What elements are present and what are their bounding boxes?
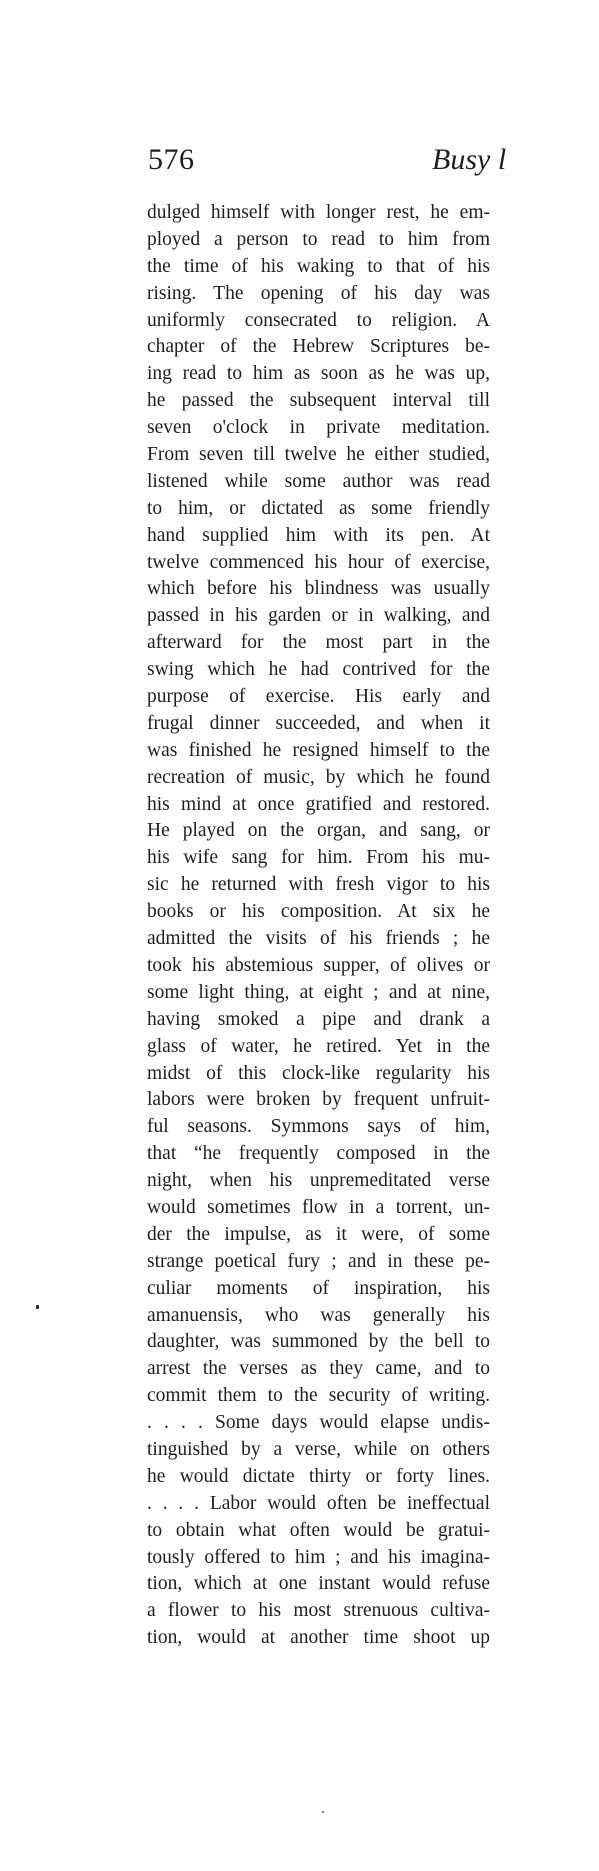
text-line: some light thing, at eight ; and at nine,	[147, 981, 490, 1003]
text-line: frugal dinner succeeded, and when it	[147, 712, 490, 734]
text-line: commit them to the security of writing.	[147, 1385, 490, 1407]
text-line: rising. The opening of his day was	[147, 282, 490, 304]
text-line: would sometimes flow in a torrent, un-	[147, 1196, 490, 1218]
margin-speck	[36, 1305, 39, 1309]
text-line: ful seasons. Symmons says of him,	[147, 1116, 490, 1138]
text-line: He played on the organ, and sang, or	[147, 820, 490, 842]
running-head: Busy l	[432, 143, 507, 176]
text-line: ployed a person to read to him from	[147, 228, 490, 250]
text-line: strange poetical fury ; and in these pe-	[147, 1250, 490, 1272]
text-line: purpose of exercise. His early and	[147, 686, 490, 708]
text-line: der the impulse, as it were, of some	[147, 1223, 490, 1245]
text-line: arrest the verses as they came, and to	[147, 1358, 490, 1380]
text-line: recreation of music, by which he found	[147, 766, 490, 788]
text-line: uniformly consecrated to religion. A	[147, 309, 490, 331]
text-line: . . . . Some days would elapse undis-	[147, 1412, 490, 1434]
text-line: swing which he had contrived for the	[147, 659, 490, 681]
text-line: chapter of the Hebrew Scriptures be-	[147, 336, 490, 358]
text-line: to obtain what often would be gratui-	[147, 1519, 490, 1541]
text-line: hand supplied him with its pen. At	[147, 524, 490, 546]
text-line: a flower to his most strenuous cultiva-	[147, 1600, 490, 1622]
text-line: night, when his unpremeditated verse	[147, 1170, 490, 1192]
text-line: books or his composition. At six he	[147, 901, 490, 923]
text-line: his wife sang for him. From his mu-	[147, 847, 490, 869]
text-line: his mind at once gratified and restored.	[147, 793, 490, 815]
text-line: tion, would at another time shoot up	[147, 1627, 490, 1649]
text-line: he would dictate thirty or forty lines.	[147, 1465, 490, 1487]
text-line: passed in his garden or in walking, and	[147, 605, 490, 627]
text-line: tinguished by a verse, while on others	[147, 1438, 490, 1460]
text-line: . . . . Labor would often be ineffectual	[147, 1492, 490, 1514]
text-line: amanuensis, who was generally his	[147, 1304, 490, 1326]
text-line: midst of this clock-like regularity his	[147, 1062, 490, 1084]
text-line: glass of water, he retired. Yet in the	[147, 1035, 490, 1057]
text-line: to him, or dictated as some friendly	[147, 497, 490, 519]
text-line: ing read to him as soon as he was up,	[147, 363, 490, 385]
text-line: he passed the subsequent interval till	[147, 390, 490, 412]
text-line: took his abstemious supper, of olives or	[147, 954, 490, 976]
text-line: listened while some author was read	[147, 470, 490, 492]
text-line: was finished he resigned himself to the	[147, 739, 490, 761]
text-line: admitted the visits of his friends ; he	[147, 928, 490, 950]
bottom-speck	[322, 1811, 324, 1813]
text-line: twelve commenced his hour of exercise,	[147, 551, 490, 573]
text-line: From seven till twelve he either studied,	[147, 444, 490, 466]
text-line: culiar moments of inspiration, his	[147, 1277, 490, 1299]
text-line: dulged himself with longer rest, he em-	[147, 202, 490, 223]
text-line: afterward for the most part in the	[147, 632, 490, 654]
text-line: having smoked a pipe and drank a	[147, 1008, 490, 1030]
text-line: daughter, was summoned by the bell to	[147, 1331, 490, 1353]
text-line: tion, which at one instant would refuse	[147, 1573, 490, 1595]
text-line: seven o'clock in private meditation.	[147, 417, 490, 439]
text-line: tously offered to him ; and his imagina-	[147, 1546, 490, 1568]
text-line: that “he frequently composed in the	[147, 1143, 490, 1165]
text-line: labors were broken by frequent unfruit-	[147, 1089, 490, 1111]
text-line: which before his blindness was usually	[147, 578, 490, 600]
page-number: 576	[148, 143, 195, 176]
text-line: sic he returned with fresh vigor to his	[147, 874, 490, 896]
text-line: the time of his waking to that of his	[147, 255, 490, 277]
body-text	[147, 200, 490, 1652]
